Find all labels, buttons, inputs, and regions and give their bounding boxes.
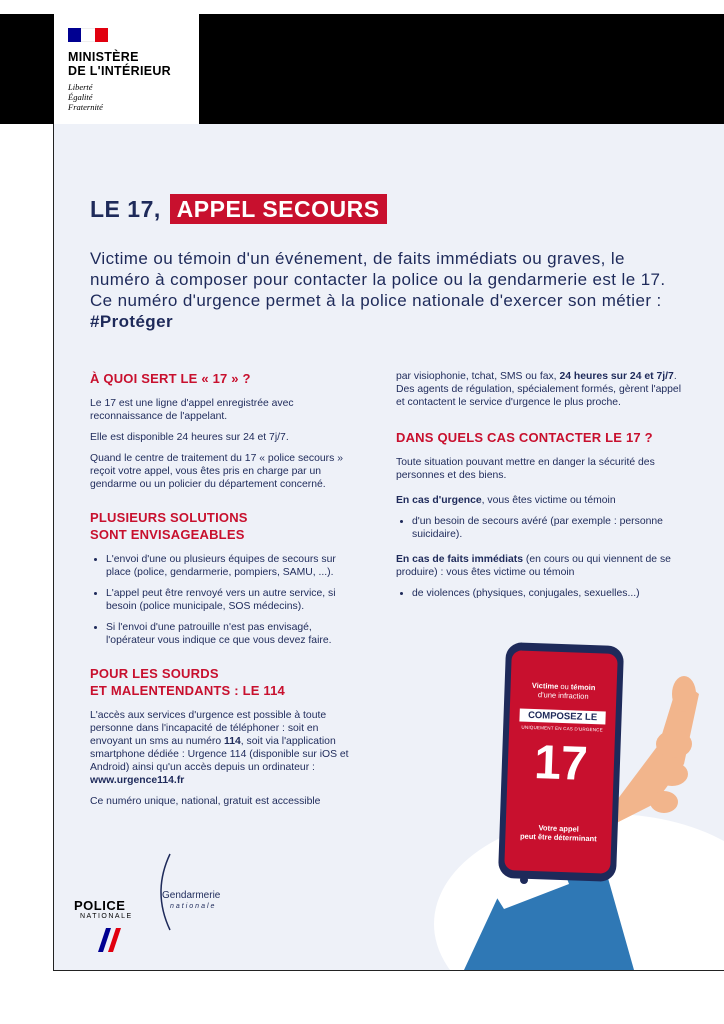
smartphone bbox=[498, 642, 624, 882]
compose-label: COMPOSEZ LE bbox=[519, 709, 605, 725]
content-panel bbox=[53, 124, 724, 971]
ministry-logo bbox=[54, 14, 199, 124]
footer-logos: POLICE NATIONALE Gendarmerie nationale bbox=[74, 846, 294, 956]
left-column: À QUOI SERT LE « 17 » ? Le 17 est une ligne d'appel enregistrée avec reconnaissance de l'appelant. Elle est disponible 24 heures sur 24 et 7j/7. Quand le centre de traitement du 17 « police secours » reçoit votre appel, vous êtes pris en charge par un gendarme ou un policier du département concerné. PLUSIEURS SOLUTIONS SONT ENVISAGEABLES • L'envoi d'une ou plusieurs équipes de secours sur place (police, gendarmerie, pompiers, SAMU, ...). • L'appel peut être renvoyé vers un autre service, si besoin (police municipale, SOS médecins). • Si l'envoi d'une patrouille n'est pas envisagé, l'opérateur vous indique ce que vous devez faire. POUR LES SOURDS ET MALENTENDANTS : LE 114 L'accès aux services d'urgence est possible à toute personne dans l'incapacité de téléphoner : soit en envoyant un sms au numéro 114, soit via l'application smartphone dédiée : Urgence 114 (disponible sur iOS et Android) ainsi qu'un accès depuis un ordinateur : www.urgence114.fr Ce numéro unique, national, gratuit est accessible bbox=[90, 370, 362, 816]
list-item: • L'envoi d'une ou plusieurs équipes de secours sur place (police, gendarmerie, pompiers, SAMU, ...). bbox=[106, 553, 362, 579]
urgence114-link[interactable]: www.urgence114.fr bbox=[90, 775, 185, 786]
emergency-number: 17 bbox=[533, 736, 589, 791]
police-flag-icon bbox=[90, 924, 130, 954]
section-heading-when: DANS QUELS CAS CONTACTER LE 17 ? bbox=[396, 430, 653, 445]
phone-screen: Victime ou témoin d'une infraction COMPOSEZ LE UNIQUEMENT EN CAS D'URGENCE 17 Votre appel peut être déterminant bbox=[504, 650, 618, 874]
section-heading-deaf: POUR LES SOURDS ET MALENTENDANTS : LE 114 bbox=[90, 666, 285, 698]
deaf-access-text: L'accès aux services d'urgence est possible à toute personne dans l'incapacité de téléphoner : soit en envoyant un sms au numéro 114, soit via l'application smartphone dédiée : Urgence 114 (disponible sur iOS et Android) ainsi qu'un accès depuis un ordinateur : www.urgence114.fr bbox=[90, 710, 349, 786]
ministry-name: MINISTÈRE DE L'INTÉRIEUR bbox=[68, 50, 172, 78]
solutions-list bbox=[90, 553, 362, 647]
right-column: par visiophonie, tchat, SMS ou fax, 24 heures sur 24 et 7j/7. Des agents de régulation, spécialement formés, gèrent l'appel et contactent le service d'urgence le plus proche. DANS QUELS CAS CONTACTER LE 17 ? Toute situation pouvant mettre en danger la sécurité des personnes et des biens. En cas d'urgence, vous êtes victime ou témoin • d'un besoin de secours avéré (par exemple : personne suicidaire). En cas de faits immédiats (en cours ou qui viennent de se produire) : vous êtes victime ou témoin • de violences (physiques, conjugales, sexuelles...) bbox=[396, 370, 681, 608]
list-item: • L'appel peut être renvoyé vers un autre service, si besoin (police municipale, SOS médecins). bbox=[106, 587, 362, 613]
hashtag: #Protéger bbox=[90, 312, 173, 331]
title-highlight: APPEL SECOURS bbox=[170, 194, 387, 224]
list-item: • de violences (physiques, conjugales, sexuelles...) bbox=[412, 587, 681, 600]
section-heading-solutions: PLUSIEURS SOLUTIONS SONT ENVISAGEABLES bbox=[90, 510, 248, 542]
police-logo: POLICE bbox=[74, 898, 126, 913]
gendarmerie-logo: Gendarmerie bbox=[162, 890, 221, 901]
continued-text: par visiophonie, tchat, SMS ou fax, 24 heures sur 24 et 7j/7. Des agents de régulation, spécialement formés, gèrent l'appel et contactent le service d'urgence le plus proche. bbox=[396, 371, 682, 408]
intro-text: Victime ou témoin d'un événement, de faits immédiats ou graves, le numéro à composer pour contacter la police ou la gendarmerie est le 17. Ce numéro d'urgence permet à la police nationale d'exercer son métier : #Protéger bbox=[90, 249, 666, 331]
french-flag-icon bbox=[68, 28, 108, 42]
section-heading-purpose: À QUOI SERT LE « 17 » ? bbox=[90, 371, 251, 386]
motto: Liberté Égalité Fraternité bbox=[68, 82, 103, 112]
page-title: LE 17, APPEL SECOURS bbox=[90, 196, 387, 223]
list-item: • d'un besoin de secours avéré (par exemple : personne suicidaire). bbox=[412, 515, 681, 541]
phone-illustration bbox=[354, 634, 724, 970]
list-item: • Si l'envoi d'une patrouille n'est pas envisagé, l'opérateur vous indique ce que vous devez faire. bbox=[106, 621, 362, 647]
